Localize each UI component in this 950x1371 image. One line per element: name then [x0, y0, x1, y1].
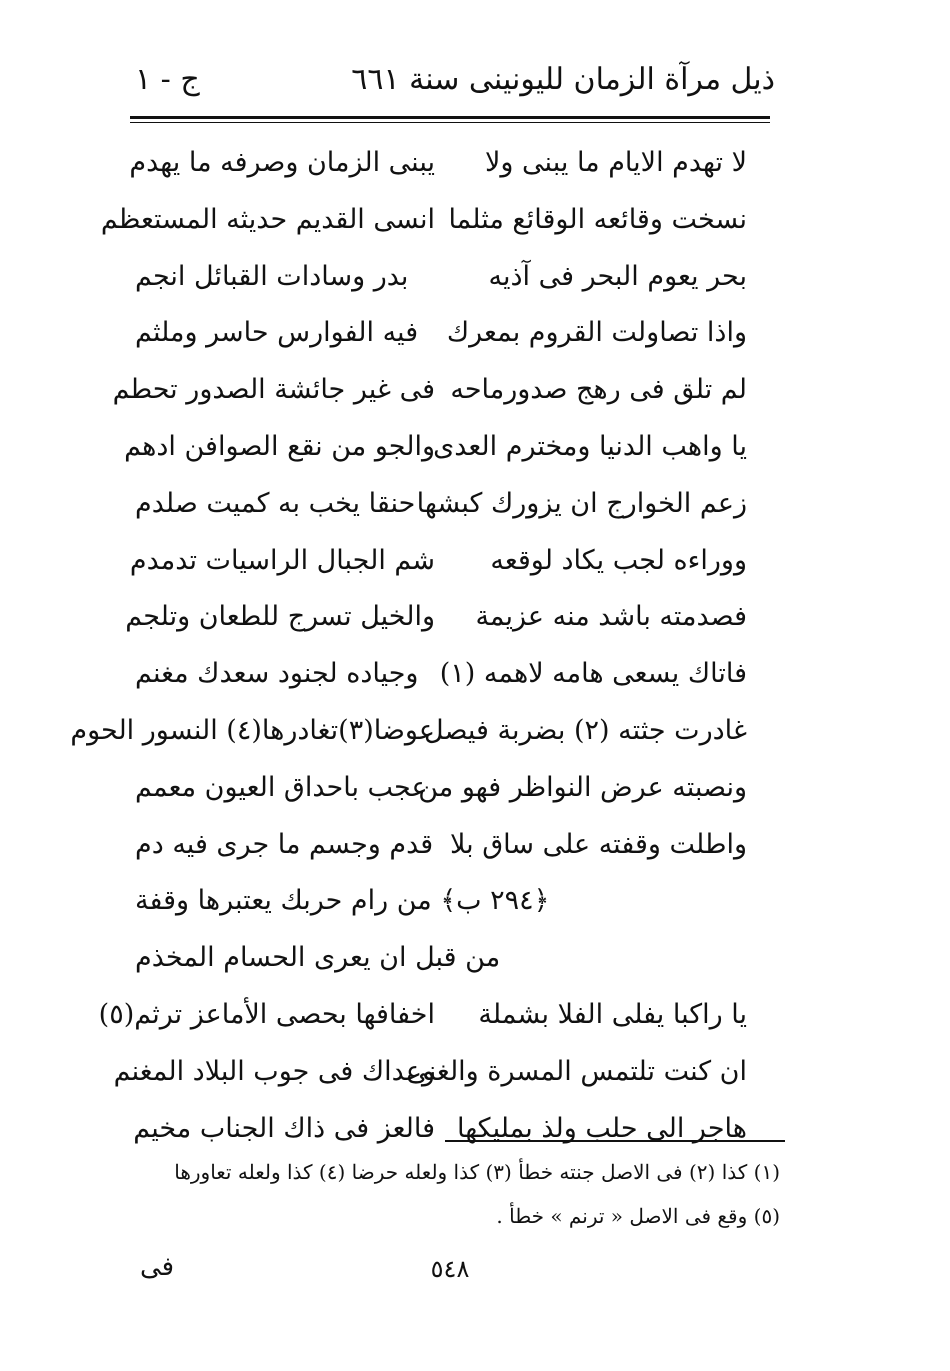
verse-line — [70, 703, 747, 760]
first-hemistich: فصدمته باشد منه عزيمة — [475, 601, 747, 633]
verse-line — [135, 476, 747, 533]
verse-line — [100, 192, 747, 249]
second-hemistich: عجب باحداق العيون معمم — [135, 771, 428, 803]
first-hemistich: غادرت جثته (٢) بضربة فيصل — [424, 714, 747, 746]
verse-line — [98, 987, 747, 1044]
verse-line — [135, 305, 747, 362]
first-hemistich: يا واهب الدنيا ومخترم العدى — [433, 430, 747, 462]
first-hemistich: يا راكبا يفلى الفلا بشملة — [478, 998, 747, 1030]
second-hemistich: شم الجبال الراسيات تدمدم — [129, 544, 435, 576]
footnote-rule — [445, 1140, 785, 1142]
verse-line — [135, 760, 747, 817]
first-hemistich: هاجر الى حلب ولذ بمليكها — [457, 1112, 747, 1144]
first-hemistich: بحر يعوم البحر فى آذيه — [488, 260, 747, 292]
verse-line — [125, 589, 747, 646]
second-hemistich: فى غير جائشة الصدور تحطم — [112, 374, 435, 406]
footnote-line: (٥) وقع فى الاصل « ترنم » خطأ . — [496, 1204, 780, 1228]
verse-line-folio — [135, 873, 747, 930]
first-hemistich: ونصبته عرض النواظر فهو من — [418, 771, 747, 803]
header-rule — [130, 116, 770, 119]
verse-line — [129, 135, 747, 192]
second-hemistich: والخيل تسرج للطعان وتلجم — [125, 601, 435, 633]
verse-line — [135, 1101, 747, 1158]
second-hemistich: اخفافها بحصى الأماعز ترثم(٥) — [98, 998, 435, 1030]
first-hemistich: لم تلق فى رهج صدورماحه — [450, 374, 747, 406]
first-hemistich: زعم الخوارج ان يزورك كبشها — [416, 487, 747, 519]
first-hemistich: واذا تصاولت القروم بمعرك — [446, 317, 747, 349]
first-hemistich: ان كنت تلتمس المسرة والغنى — [406, 1055, 747, 1087]
continued-hemistich: من قبل ان يعرى الحسام المخذم — [135, 942, 501, 974]
verse-line-continued — [135, 930, 747, 987]
first-hemistich: فاتاك يسعى هامه لاهمه (١) — [439, 658, 747, 690]
second-hemistich: فيه الفوارس حاسر وملثم — [135, 317, 419, 349]
first-hemistich: ووراءه لجب يكاد لوقعه — [490, 544, 747, 576]
second-hemistich: قدم وجسم ما جرى فيه دم — [135, 828, 434, 860]
verse-line — [113, 1044, 747, 1101]
header-rule-thin — [130, 122, 770, 123]
verse-line — [135, 249, 747, 306]
verse-line — [135, 646, 747, 703]
running-header — [135, 55, 775, 105]
first-hemistich: لا تهدم الايام ما يبنى ولا — [485, 147, 747, 178]
second-hemistich: والجو من نقع الصوافن ادهم — [124, 430, 435, 462]
verse-line — [135, 817, 747, 874]
second-hemistich: وعداك فى جوب البلاد المغنم — [113, 1055, 435, 1087]
second-hemistich: عوضا(٣)تغادرها(٤) النسور الحوم — [70, 714, 435, 746]
verse-line — [124, 419, 747, 476]
second-hemistich: انسى القديم حديثه المستعظم — [100, 203, 435, 235]
footnotes — [130, 1150, 780, 1238]
page-number: ٥٤٨ — [430, 1255, 470, 1283]
poem-body — [70, 135, 747, 1157]
folio-hemistich: ﴿٢٩٤ ب﴾ من رام حربك يعتبرها وقفة — [135, 885, 550, 917]
catchword: فى — [140, 1252, 175, 1282]
first-hemistich: نسخت وقائعه الوقائع مثلما — [448, 203, 747, 235]
header-title: ذيل مرآة الزمان لليونينى سنة ٦٦١ — [351, 62, 775, 97]
volume-label: ج - ١ — [135, 62, 200, 97]
second-hemistich: يبنى الزمان وصرفه ما يهدم — [129, 147, 435, 178]
footnote-line: (١) كذا (٢) فى الاصل جنته خطأ (٣) كذا ولعله حرضا (٤) كذا ولعله تعاورها — [174, 1160, 780, 1184]
second-hemistich: فالعز فى ذاك الجناب مخيم — [133, 1112, 435, 1144]
verse-line — [129, 533, 747, 590]
second-hemistich: بدر وسادات القبائل انجم — [135, 260, 409, 292]
first-hemistich: واطلت وقفته على ساق بلا — [449, 828, 747, 860]
second-hemistich: حنقا يخب به كميت صلدم — [135, 487, 416, 519]
second-hemistich: وجياده لجنود سعدك مغنم — [135, 658, 419, 690]
verse-line — [112, 362, 747, 419]
